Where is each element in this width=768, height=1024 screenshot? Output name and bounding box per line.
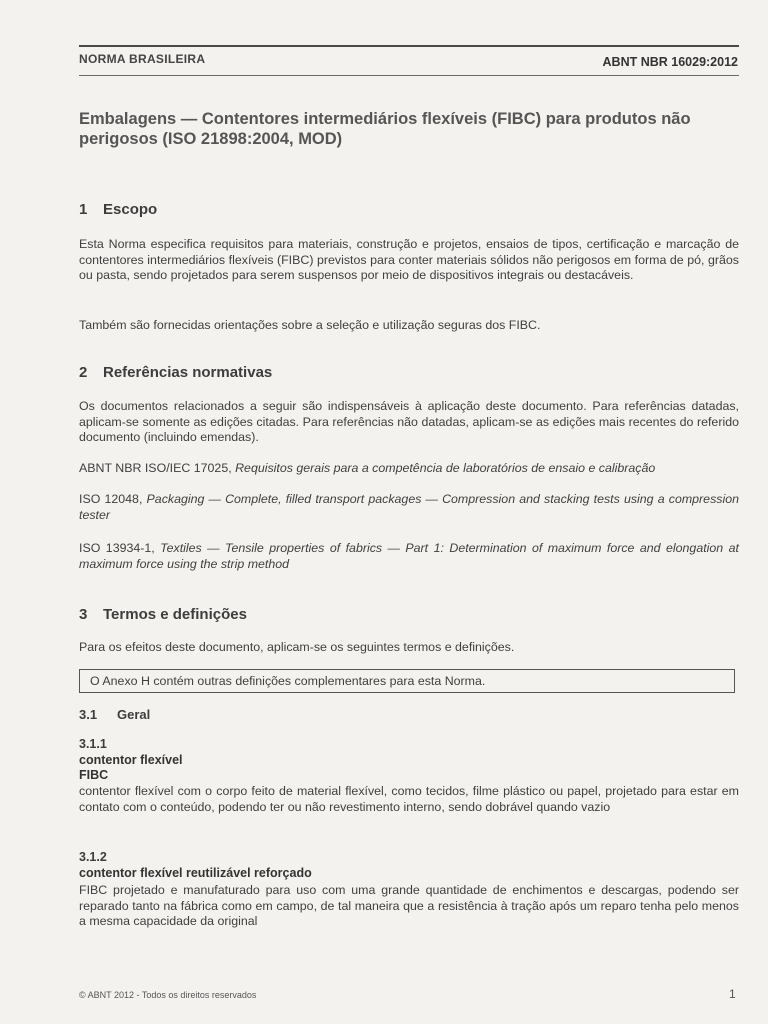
- reference-code: ABNT NBR ISO/IEC 17025,: [79, 461, 232, 475]
- section-title: Referências normativas: [103, 364, 273, 381]
- section-1-heading: [79, 201, 157, 218]
- subsection-3-1-heading: [79, 707, 150, 722]
- reference-item: [79, 492, 739, 523]
- term-name: contentor flexível reutilizável reforçado: [79, 866, 312, 880]
- document-title: Embalagens — Contentores intermediários flexíveis (FIBC) para produtos não perigosos (ISO 21898:2004, MOD): [79, 110, 691, 148]
- section-number: 3: [79, 606, 88, 623]
- terms-intro-paragraph: Para os efeitos deste documento, aplicam-se os seguintes termos e definições.: [79, 640, 515, 654]
- term-number: 3.1.2: [79, 850, 107, 864]
- term-definition: contentor flexível com o corpo feito de material flexível, como tecidos, filme plástico ou papel, projetado para estar em contato com o conteúdo, podendo ter ou não revestimento interno, sendo dobrável quando vazio: [79, 784, 739, 814]
- section-title: Termos e definições: [103, 606, 247, 623]
- header-standard-code: ABNT NBR 16029:2012: [602, 55, 738, 69]
- references-intro-paragraph: Os documentos relacionados a seguir são indispensáveis à aplicação deste documento. Para referências datadas, aplicam-se somente as edições citadas. Para referências não datadas, aplicam-se as edições mais recentes do referido documento (incluindo emendas).: [79, 399, 739, 444]
- term-name: contentor flexível: [79, 753, 183, 767]
- reference-code: ISO 13934-1,: [79, 541, 155, 555]
- section-3-heading: [79, 606, 247, 623]
- section-2-heading: [79, 364, 272, 381]
- reference-title: Packaging — Complete, filled transport packages — Compression and stacking tests using a compression tester: [79, 492, 739, 522]
- subsection-number: 3.1: [79, 707, 98, 722]
- section-number: 1: [79, 201, 88, 218]
- section-title: Escopo: [103, 201, 158, 218]
- annex-note-box: [79, 669, 735, 693]
- annex-note-text: O Anexo H contém outras definições complementares para esta Norma.: [90, 674, 486, 688]
- reference-title: Textiles — Tensile properties of fabrics — Part 1: Determination of maximum force and elongation at maximum force using the strip method: [79, 541, 739, 571]
- scope-paragraph: Esta Norma especifica requisitos para materiais, construção e projetos, ensaios de tipos, certificação e marcação de contentores intermediários flexíveis (FIBC) previstos para conter materiais sólidos não perigosos em forma de pó, grãos ou pasta, sendo projetados para serem suspensos por meio de dispositivos integrais ou destacáveis.: [79, 237, 739, 282]
- header-top-rule: [79, 45, 739, 47]
- reference-item: [79, 461, 739, 477]
- reference-title: Requisitos gerais para a competência de laboratórios de ensaio e calibração: [235, 461, 656, 475]
- reference-item: [79, 541, 739, 572]
- term-abbreviation: FIBC: [79, 768, 109, 782]
- reference-code: ISO 12048,: [79, 492, 143, 506]
- footer-copyright: © ABNT 2012 - Todos os direitos reservados: [79, 990, 257, 1000]
- scope-guidance-paragraph: Também são fornecidas orientações sobre a seleção e utilização seguras dos FIBC.: [79, 318, 541, 332]
- page-number: 1: [729, 987, 736, 1001]
- subsection-title: Geral: [117, 707, 151, 722]
- header-bottom-rule: [79, 75, 739, 76]
- term-definition: FIBC projetado e manufaturado para uso com uma grande quantidade de enchimentos e descargas, podendo ser reparado tanto na fábrica como em campo, de tal maneira que a resistência à tração após um reparo tenha pelo menos a mesma capacidade da original: [79, 883, 739, 928]
- header-standard-type: NORMA BRASILEIRA: [79, 52, 206, 66]
- term-number: 3.1.1: [79, 737, 107, 751]
- section-number: 2: [79, 364, 88, 381]
